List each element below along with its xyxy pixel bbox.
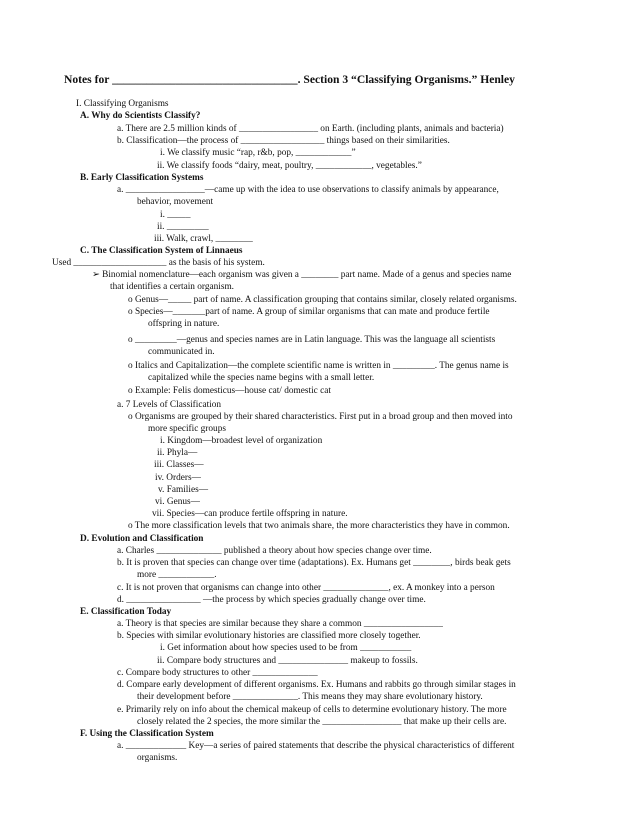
item-E-a: a. Theory is that species are similar because they share a common _________________ [117,619,443,629]
item-D-b: b. It is proven that species can change over time (adaptations). Ex. Humans get ________, birds beak gets [117,558,511,568]
used-line: Used ____________________ as the basis of his system. [52,258,265,268]
item-B-a-i: i. _____ [160,210,191,220]
item-B-a-cont: behavior, movement [137,197,214,207]
italics-item-cont: capitalized while the species name begins with a small letter. [148,373,375,383]
item-E-c: c. Compare body structures to other ______________ [117,668,318,678]
item-D-a: a. Charles ______________ published a theory about how species change over time. [117,546,432,556]
heading-A: A. Why do Scientists Classify? [80,111,201,121]
item-E-d: d. Compare early development of different organisms. Ex. Humans and rabbits go through similar stages in [117,680,516,690]
item-A-b: b. Classification—the process of __________________ things based on their similarities. [117,136,450,146]
heading-B: B. Early Classification Systems [80,173,204,183]
example-item: o Example: Felis domesticus—house cat/ domestic cat [128,386,331,396]
item-D-b-cont: more ____________. [137,570,217,580]
heading-C: C. The Classification System of Linnaeus [80,246,243,256]
level-genus: vi. Genus— [155,497,200,507]
page-title: Notes for ________________________________. Section 3 “Classifying Organisms.” Henley [64,73,515,86]
heading-E: E. Classification Today [80,607,172,617]
level-families: v. Families— [158,485,209,495]
item-A-b-ii: ii. We classify foods “dairy, meat, poultry, ____________, vegetables.” [157,161,422,171]
binomial-item-cont: that identifies a certain organism. [110,282,235,292]
latin-item-cont: communicated in. [148,347,215,357]
item-F-a-cont: organisms. [137,753,178,763]
grouped-item: o Organisms are grouped by their shared characteristics. First put in a broad group and then moved into [128,412,513,422]
outline-I: I. Classifying Organisms [76,99,169,109]
item-B-a: a. _________________—came up with the idea to use observations to classify animals by appearance, [117,185,499,195]
italics-item: o Italics and Capitalization—the complete scientific name is written in _________. The genus name is [128,361,509,371]
genus-item: o Genus—_____ part of name. A classification grouping that contains similar, closely related organisms. [128,295,517,305]
item-B-a-ii: ii. _________ [157,222,209,232]
species-item: o Species—_______part of name. A group of similar organisms that can mate and produce fertile [128,307,490,317]
level-species: vii. Species—can produce fertile offspring in nature. [152,509,348,519]
levels-item: a. 7 Levels of Classification [117,400,222,410]
item-D-c: c. It is not proven that organisms can change into other ______________, ex. A monkey into a person [117,583,495,593]
item-E-b-i: i. Get information about how species used to be from ___________ [160,643,412,653]
more-levels-item: o The more classification levels that two animals share, the more characteristics they have in common. [128,521,510,531]
item-D-d: d. ________________ —the process by which species gradually change over time. [117,595,426,605]
latin-item: o _________—genus and species names are in Latin language. This was the language all scientists [128,335,496,345]
grouped-item-cont: more specific groups [148,424,226,434]
level-classes: iii. Classes— [154,460,204,470]
heading-D: D. Evolution and Classification [80,534,204,544]
heading-F: F. Using the Classification System [80,729,214,739]
item-E-b-ii: ii. Compare body structures and _______________ makeup to fossils. [157,656,418,666]
level-orders: iv. Orders— [155,473,201,483]
item-E-e-cont: closely related the 2 species, the more similar the _________________ that make up their cells are. [137,717,507,727]
item-E-e: e. Primarily rely on info about the chemical makeup of cells to determine evolutionary history. The more [117,705,507,715]
level-phyla: ii. Phyla— [157,448,198,458]
item-A-a: a. There are 2.5 million kinds of _________________ on Earth. (including plants, animals and bacteria) [117,124,504,134]
item-B-a-iii: iii. Walk, crawl, ________ [154,234,253,244]
species-item-cont: offspring in nature. [148,319,220,329]
level-kingdom: i. Kingdom—broadest level of organization [160,436,323,446]
binomial-item: ➢ Binomial nomenclature—each organism was given a ________ part name. Made of a genus and species name [92,270,512,280]
item-E-b: b. Species with similar evolutionary histories are classified more closely together. [117,631,421,641]
item-E-d-cont: their development before ______________. This means they may share evolutionary history. [137,692,483,702]
item-A-b-i: i. We classify music “rap, r&b, pop, ____________” [160,148,356,158]
item-F-a: a. _____________ Key—a series of paired statements that describe the physical characteristics of different [117,741,515,751]
